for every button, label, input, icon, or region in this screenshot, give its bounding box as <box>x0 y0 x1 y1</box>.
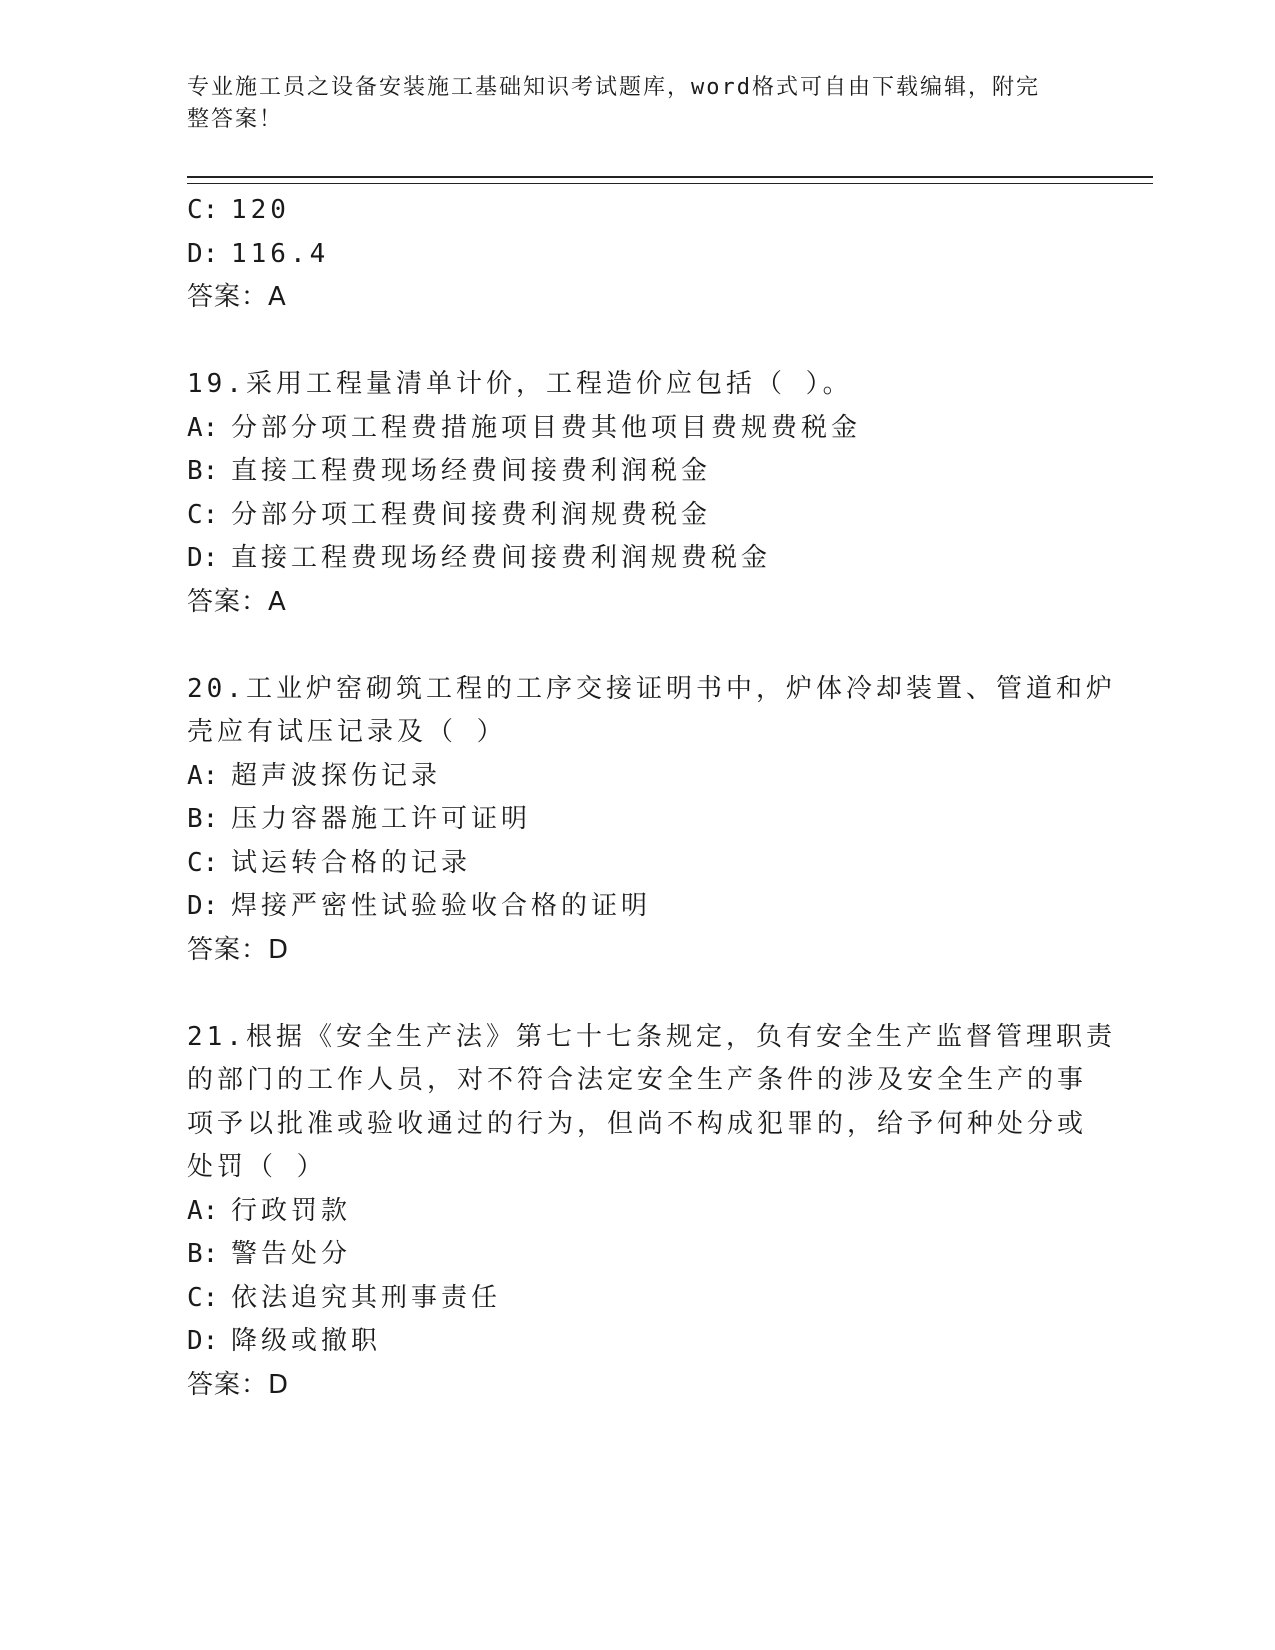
question-stem: 21.根据《安全生产法》第七十七条规定，负有安全生产监督管理职责 <box>187 1022 1116 1052</box>
option-d: D: 降级或撤职 <box>187 1326 382 1356</box>
question-stem: 20.工业炉窑砌筑工程的工序交接证明书中，炉体冷却装置、管道和炉 <box>187 674 1116 704</box>
answer: 答案：A <box>187 282 287 312</box>
option-a: A: 超声波探伤记录 <box>187 761 442 791</box>
question-stem: 壳应有试压记录及（ ） <box>187 717 507 747</box>
answer: 答案：D <box>187 1370 290 1400</box>
option-b: B: 压力容器施工许可证明 <box>187 804 532 834</box>
question-stem: 19.采用工程量清单计价，工程造价应包括（ ）。 <box>187 369 853 399</box>
question-stem: 项予以批准或验收通过的行为，但尚不构成犯罪的，给予何种处分或 <box>187 1109 1088 1139</box>
answer: 答案：A <box>187 587 287 617</box>
page-header <box>187 72 1067 136</box>
question-stem: 的部门的工作人员，对不符合法定安全生产条件的涉及安全生产的事 <box>187 1065 1088 1095</box>
option-a: A: 分部分项工程费措施项目费其他项目费规费税金 <box>187 413 862 443</box>
question-stem: 处罚（ ） <box>187 1152 327 1182</box>
option-b: B: 警告处分 <box>187 1239 352 1269</box>
option-c: C: 依法追究其刑事责任 <box>187 1283 502 1313</box>
option-b: B: 直接工程费现场经费间接费利润税金 <box>187 456 712 486</box>
option-a: A: 行政罚款 <box>187 1196 352 1226</box>
option-d: D: 焊接严密性试验验收合格的证明 <box>187 891 652 921</box>
option-d: D: 直接工程费现场经费间接费利润规费税金 <box>187 543 772 573</box>
option-c: C: 分部分项工程费间接费利润规费税金 <box>187 500 712 530</box>
answer: 答案：D <box>187 935 290 965</box>
header-line-2: 整答案！ <box>187 107 284 132</box>
option-c: C: 试运转合格的记录 <box>187 848 472 878</box>
option-d: D: 116.4 <box>187 239 330 269</box>
header-line-1: 专业施工员之设备安装施工基础知识考试题库，word格式可自由下载编辑，附完 <box>187 75 1040 100</box>
option-c: C: 120 <box>187 195 290 225</box>
header-divider <box>187 176 1153 184</box>
